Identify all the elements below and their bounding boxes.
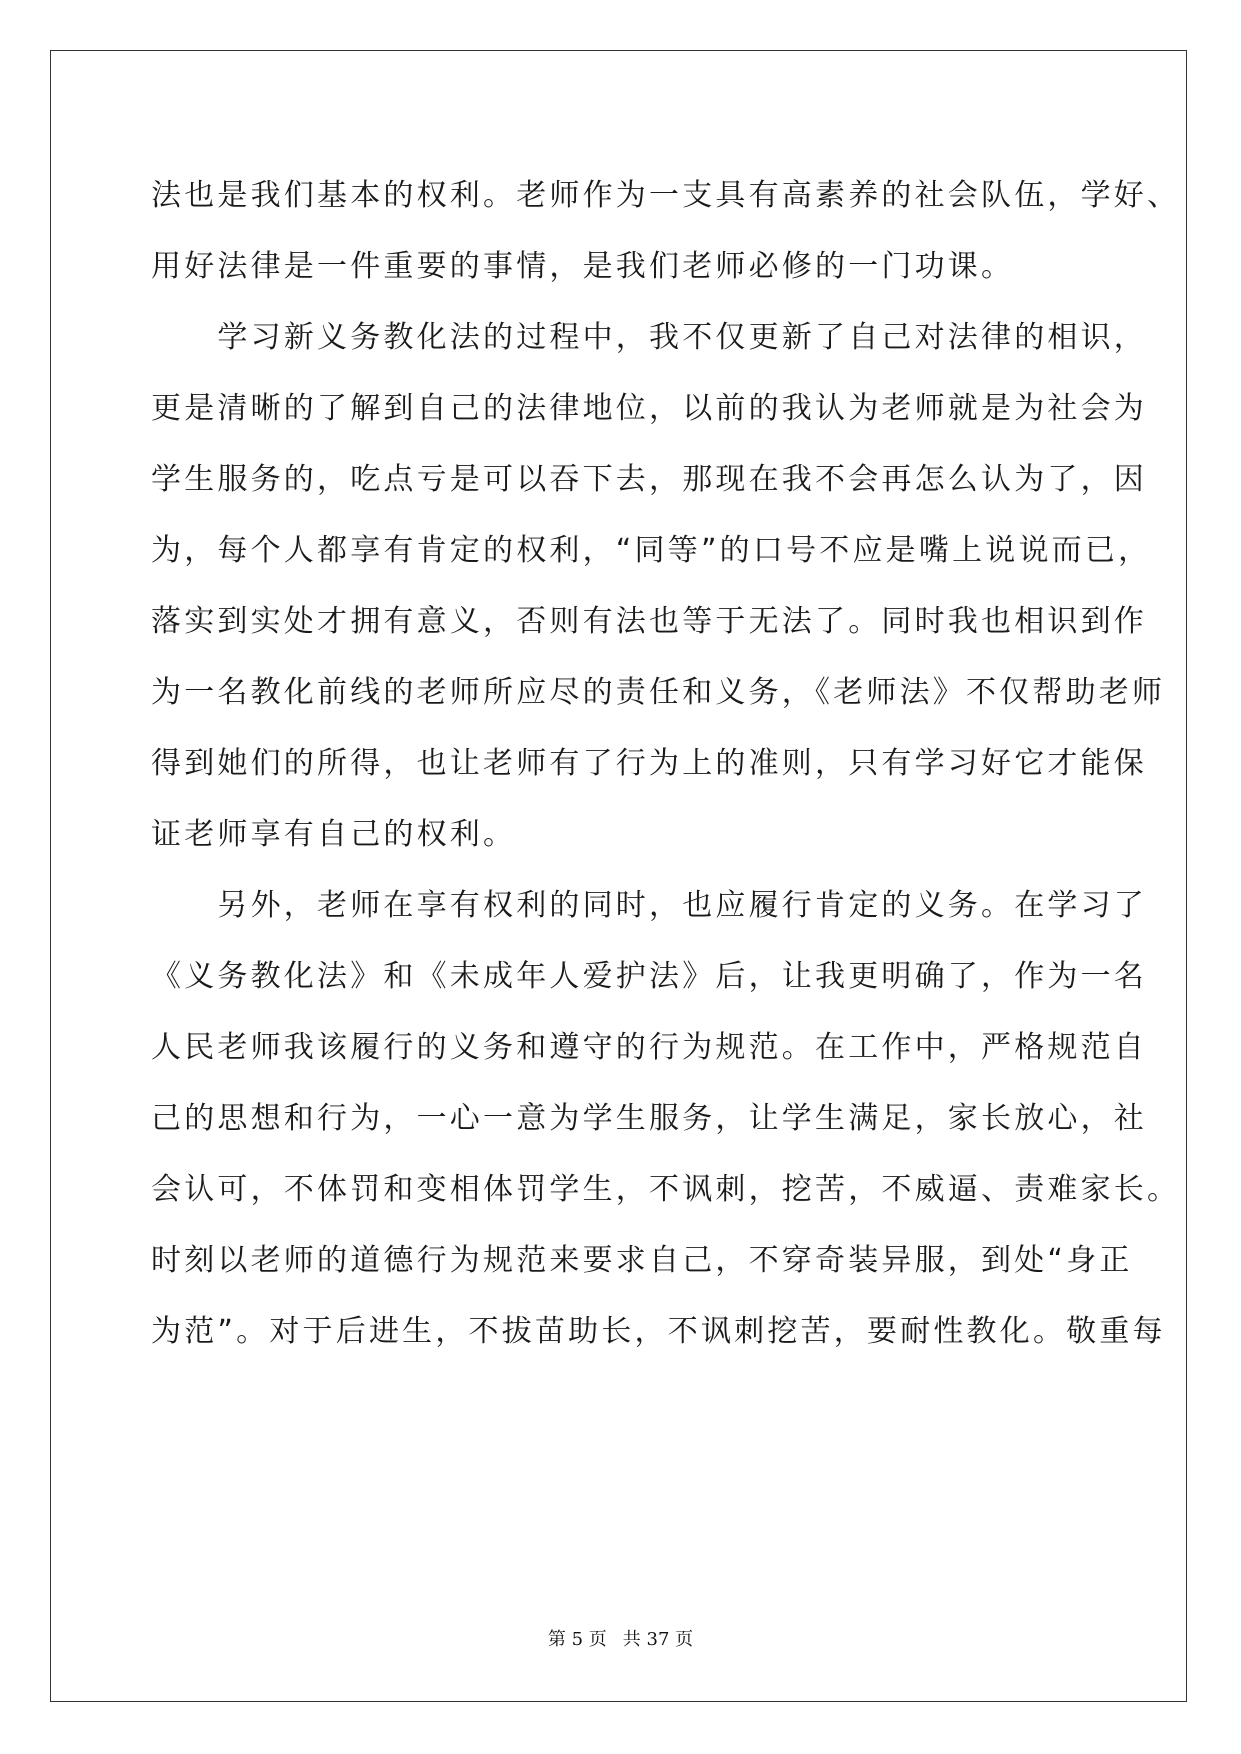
text-line: 人民老师我该履行的义务和遵守的行为规范。在工作中，严格规范自 [151,1030,1147,1065]
page-footer [0,1625,1241,1651]
text-line: 证老师享有自己的权利。 [151,817,517,852]
text-line: 时刻以老师的道德行为规范来要求自己，不穿奇装异服，到处“身正 [151,1243,1133,1278]
text-line: 为一名教化前线的老师所应尽的责任和义务，《老师法》不仅帮助老师 [151,675,1166,710]
text-line: 《义务教化法》和《未成年人爱护法》后，让我更明确了，作为一名 [151,959,1147,994]
current-page-number: 第 5 页 [547,1629,607,1650]
text-line: 用好法律是一件重要的事情，是我们老师必修的一门功课。 [151,249,1015,284]
text-line: 落实到实处才拥有意义，否则有法也等于无法了。同时我也相识到作 [151,604,1147,639]
text-line: 另外，老师在享有权利的同时，也应履行肯定的义务。在学习了 [151,888,1147,923]
text-line: 会认可，不体罚和变相体罚学生，不讽刺，挖苦，不威逼、责难家长。 [151,1172,1181,1207]
text-line: 得到她们的所得，也让老师有了行为上的准则，只有学习好它才能保 [151,746,1147,781]
text-line: 为，每个人都享有肯定的权利，“同等”的口号不应是嘴上说说而已， [151,533,1152,568]
total-page-count: 共 37 页 [622,1629,694,1650]
text-line: 学习新义务教化法的过程中，我不仅更新了自己对法律的相识， [151,320,1147,355]
text-line: 己的思想和行为，一心一意为学生服务，让学生满足，家长放心，社 [151,1101,1147,1136]
text-line: 学生服务的，吃点亏是可以吞下去，那现在我不会再怎么认为了，因 [151,462,1147,497]
document-body [151,160,1181,1367]
text-line: 法也是我们基本的权利。老师作为一支具有高素养的社会队伍，学好、 [151,178,1181,213]
text-line: 更是清晰的了解到自己的法律地位，以前的我认为老师就是为社会为 [151,391,1147,426]
text-line: 为范”。对于后进生，不拔苗助长，不讽刺挖苦，要耐性教化。敬重每 [151,1314,1166,1349]
